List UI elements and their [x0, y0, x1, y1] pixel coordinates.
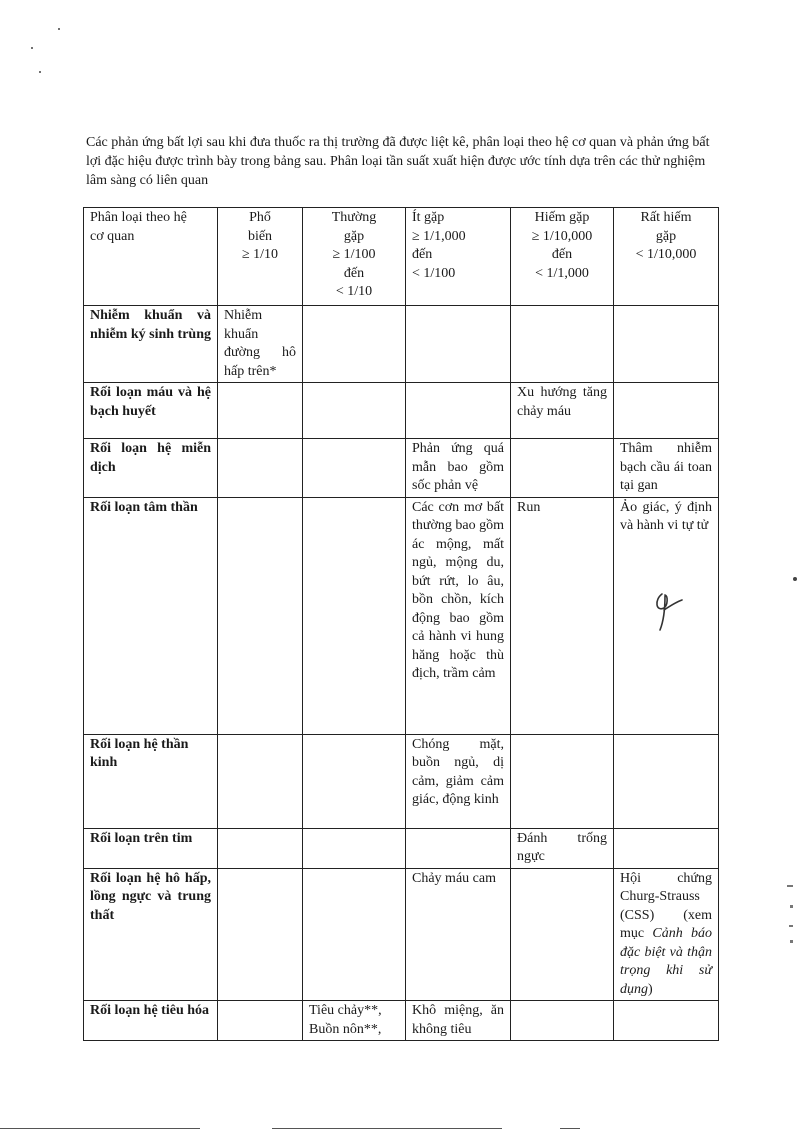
css-note-close: ) [648, 981, 653, 997]
table-cell [406, 828, 511, 868]
table-cell [511, 1001, 614, 1041]
organ-class: Rối loạn hệ tiêu hóa [84, 1001, 218, 1041]
table-row [84, 497, 719, 734]
organ-class: Rối loạn máu và hệ bạch huyết [84, 383, 218, 439]
header-freq-common [303, 208, 406, 306]
table-header-row [84, 208, 719, 306]
table-cell [303, 734, 406, 828]
page-bottom-line [560, 1128, 580, 1129]
table-cell [303, 383, 406, 439]
header-freq-very-rare [614, 208, 719, 306]
table-cell [614, 306, 719, 383]
page-bottom-line [0, 1128, 200, 1129]
freq-label: Thường gặp [331, 210, 377, 244]
freq-label: Phổ biến [247, 210, 273, 244]
header-freq-common-very [218, 208, 303, 306]
freq-label: Ít gặp [412, 210, 445, 225]
scan-speck [39, 71, 41, 73]
scan-edge-mark [790, 905, 793, 908]
table-cell [218, 868, 303, 1001]
header-organ-class: Phân loại theo hệ cơ quan [84, 208, 218, 306]
table-cell: Chảy máu cam [406, 868, 511, 1001]
scan-speck [31, 47, 33, 49]
table-cell: Xu hướng tăng chảy máu [511, 383, 614, 439]
table-cell [303, 439, 406, 498]
table-row [84, 1001, 719, 1041]
table-cell [218, 828, 303, 868]
organ-class: Rối loạn hệ hô hấp, lồng ngực và trung thất [84, 868, 218, 1001]
table-cell [218, 1001, 303, 1041]
table-cell [511, 868, 614, 1001]
organ-class: Rối loạn hệ thần kinh [84, 734, 218, 828]
table-cell [614, 828, 719, 868]
churg-strauss-cell [614, 868, 719, 1001]
freq-label: Rất hiếm gặp [640, 210, 692, 244]
freq-range: ≥ 1/10,000 đến < 1/1,000 [531, 228, 593, 281]
freq-label: Hiếm gặp [534, 210, 590, 225]
freq-range: ≥ 1/1,000 đến < 1/100 [412, 228, 466, 281]
table-cell [614, 383, 719, 439]
table-cell [406, 383, 511, 439]
scan-edge-mark [790, 940, 793, 943]
table-row [84, 868, 719, 1001]
table-cell [406, 306, 511, 383]
table-cell: Nhiễm khuẩn đường hô hấp trên* [218, 306, 303, 383]
table-cell: Chóng mặt, buồn ngủ, dị cảm, giảm cảm giác, động kinh [406, 734, 511, 828]
table-row [84, 383, 719, 439]
table-cell: Đánh trống ngực [511, 828, 614, 868]
table-cell: Phản ứng quá mẫn bao gồm sốc phản vệ [406, 439, 511, 498]
table-cell: Tiêu chảy**, Buồn nôn**, [303, 1001, 406, 1041]
page-bottom-line [272, 1128, 502, 1129]
freq-range: ≥ 1/10 [241, 247, 279, 262]
table-cell [303, 497, 406, 734]
organ-class: Nhiễm khuẩn và nhiễm ký sinh trùng [84, 306, 218, 383]
adverse-reactions-table [83, 207, 719, 1041]
table-cell [614, 1001, 719, 1041]
table-cell [303, 828, 406, 868]
table-cell: Ảo giác, ý định và hành vi tự tử [614, 497, 719, 734]
table-row [84, 828, 719, 868]
table-cell [218, 383, 303, 439]
table-cell [511, 306, 614, 383]
scan-edge-mark [787, 885, 793, 887]
table-cell [218, 439, 303, 498]
scan-speck [58, 28, 60, 30]
table-cell: Run [511, 497, 614, 734]
table-cell: Các cơn mơ bất thường bao gồm ác mộng, mất ngủ, mộng du, bứt rứt, lo âu, bồn chồn, kích động bao gồm cả hành vi hung hăng hoặc thù địch, trầm cảm [406, 497, 511, 734]
table-row [84, 734, 719, 828]
freq-range: ≥ 1/100 đến < 1/10 [332, 247, 376, 299]
css-note-italic: Cảnh báo đặc biệt và thận trọng khi sử dụng [620, 926, 713, 997]
organ-class: Rối loạn hệ miễn dịch [84, 439, 218, 498]
freq-range: < 1/10,000 [635, 247, 697, 262]
table-cell [218, 497, 303, 734]
handwritten-initial-mark [648, 586, 688, 636]
intro-paragraph: Các phản ứng bất lợi sau khi đưa thuốc ra thị trường đã được liệt kê, phân loại theo hệ cơ quan và phản ứng bất lợi đặc hiệu được trình bày trong bảng sau. Phân loại tần suất xuất hiện được ước tính dựa trên các thử nghiệm lâm sàng có liên quan [86, 135, 710, 188]
organ-class: Rối loạn tâm thần [84, 497, 218, 734]
table-row [84, 306, 719, 383]
table-cell: Khô miệng, ăn không tiêu [406, 1001, 511, 1041]
table-cell [511, 439, 614, 498]
scan-edge-mark [789, 925, 793, 927]
header-freq-rare [511, 208, 614, 306]
header-freq-uncommon [406, 208, 511, 306]
table-row [84, 439, 719, 498]
table-cell [303, 868, 406, 1001]
table-cell: Thâm nhiễm bạch cầu ái toan tại gan [614, 439, 719, 498]
table-cell [614, 734, 719, 828]
table-cell [303, 306, 406, 383]
table-cell [218, 734, 303, 828]
css-note-text: Hội chứng Churg-Strauss (CSS) (xem mục [620, 870, 712, 941]
organ-class: Rối loạn trên tim [84, 828, 218, 868]
table-cell [511, 734, 614, 828]
scan-speck [793, 577, 797, 581]
